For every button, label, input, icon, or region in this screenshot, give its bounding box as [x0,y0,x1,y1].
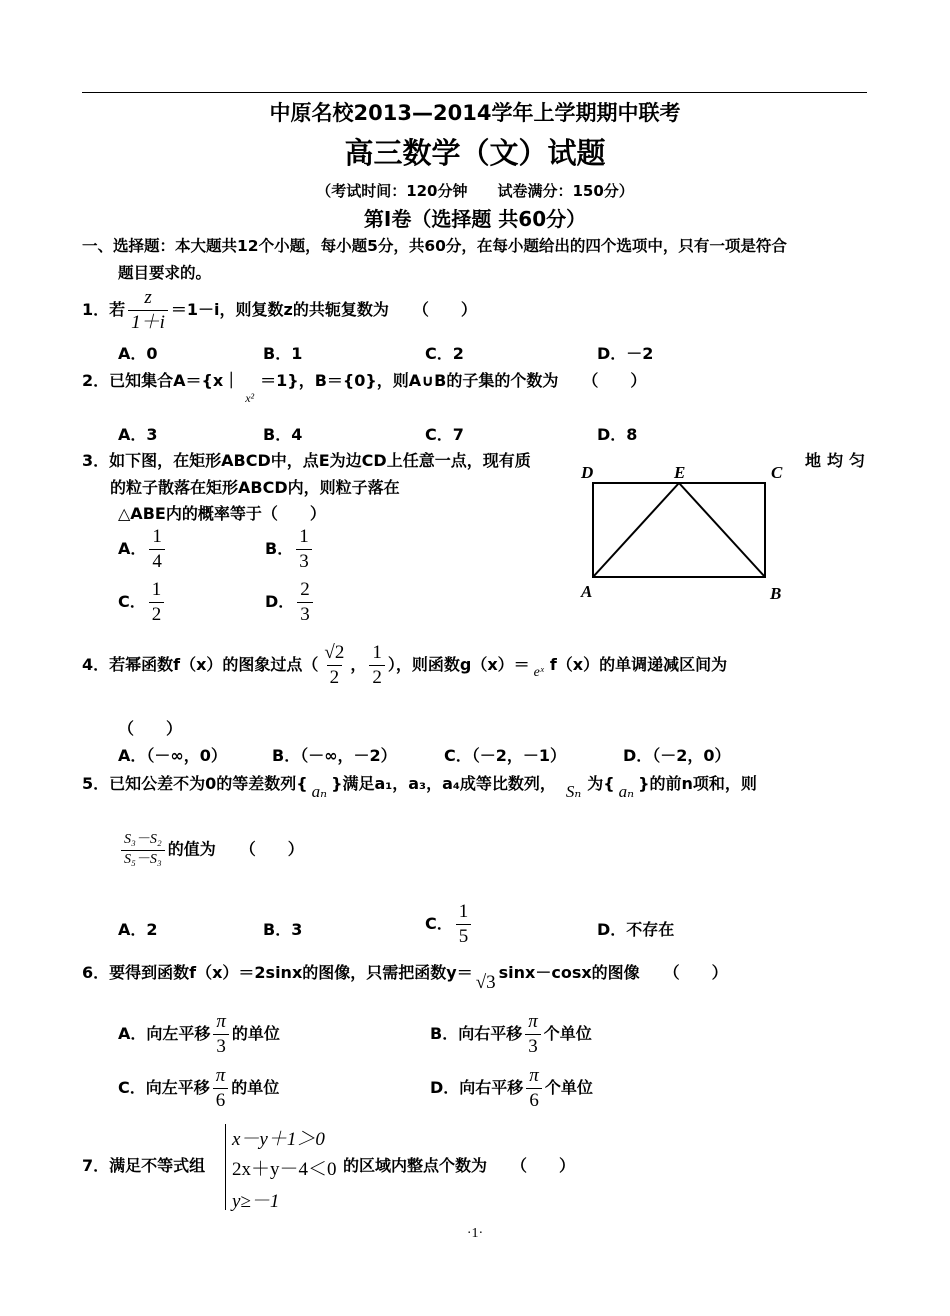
q6-b-post: 个单位 [543,1023,592,1043]
q3-option-d-fraction [297,580,313,625]
q3-option-a [118,527,168,572]
rectangle-abcd [593,483,765,577]
inequality-1: x－y＋1＞0 [232,1129,325,1150]
q6-d-pre: D．向右平移 [430,1077,524,1097]
q6-a-post: 的单位 [231,1023,280,1043]
question-5 [82,771,757,801]
rectangle-abcd-figure [570,455,800,605]
q6-c-post: 的单位 [231,1077,280,1097]
question-1-fraction [128,288,168,333]
q6-c-fraction [213,1066,229,1111]
question-6 [82,960,728,993]
q6-a-fraction [213,1012,229,1057]
question-1-post: ＝1－i，则复数z的共轭复数为 （ ） [170,299,477,319]
label-b: B [770,584,782,603]
question-1-pre: 1．若 [82,299,126,319]
q6-b-pi: π [528,1011,538,1032]
question-6-post: sinx－cosx的图像 （ ） [498,963,728,982]
q3-b-num: 1 [299,526,309,547]
q2-option-a: A．3 [118,425,158,444]
question-6-pre: 6．要得到函数f（x）＝2sinx的图像，只需把函数y＝ [82,963,473,982]
q3-d-den: 3 [297,602,313,625]
q4-p1-den: 2 [327,665,343,688]
question-2-pre: 2．已知集合A＝{x｜ [82,371,240,390]
q6-option-a [118,1012,280,1057]
q6-d-fraction [526,1066,542,1111]
q3-option-a-label: A． [118,538,147,558]
question-6-sqrt3: √3 [475,972,496,993]
q4-p1-num: √2 [324,642,345,663]
q4-p2-den: 2 [369,665,385,688]
q5-option-d: D．不存在 [597,920,675,939]
q6-b-den: 3 [525,1034,541,1057]
q3-option-d-label: D． [265,591,295,611]
question-5-sn: Sₙ [565,782,582,801]
question-5-fraction [121,833,165,867]
part-title: 第Ⅰ卷（选择题 共60分） [363,207,587,231]
q1-option-a: A．0 [118,344,158,363]
exam-info: （考试时间：120分钟 试卷满分：150分） [316,182,634,200]
segment-ae [593,483,679,577]
question-2-post: ＝1}，B＝{0}，则A∪B的子集的个数为 （ ） [260,371,647,390]
question-5-expression [118,833,304,867]
question-5-post: }的前n项和，则 [638,774,757,793]
question-4-exp: eˣ [533,664,544,680]
header-rule [82,92,867,93]
q6-c-pi: π [215,1065,226,1086]
question-2-x-squared: x² [245,391,255,405]
label-d: D [581,463,594,482]
question-7-pre: 7．满足不等式组 [82,1156,206,1175]
subject-title: 高三数学（文）试题 [344,136,606,170]
label-c: C [771,463,783,482]
q2-option-c: C．7 [425,425,464,444]
q5-frac-den: S₅－S₃ [121,850,165,868]
question-5-pre: 5．已知公差不为0的等差数列{ [82,774,308,793]
q3-c-den: 2 [149,602,165,625]
section-instruction-line1: 一、选择题：本大题共12个小题，每小题5分，共60分，在每小题给出的四个选项中，只有一项是符合 [82,237,787,255]
question-1-frac-den: 1＋i [128,310,168,333]
q6-c-den: 6 [213,1088,229,1111]
q5-c-den: 5 [456,924,472,947]
q6-option-c [118,1066,279,1111]
q5-c-num: 1 [458,901,469,922]
question-5-an: aₙ [311,782,328,801]
q3-option-c [118,580,167,625]
question-2 [82,368,647,405]
segment-eb [679,483,765,577]
q4-option-b: B．（－∞，－2） [272,746,397,765]
q6-d-post: 个单位 [544,1077,593,1097]
q6-option-d [430,1066,593,1111]
question-4-comma: ， [350,654,367,674]
q4-option-c: C．（－2，－1） [444,746,567,765]
q5-option-c-label: C． [425,913,453,933]
q3-option-c-label: C． [118,591,146,611]
q1-option-c: C．2 [425,344,464,363]
question-5-mid1: }满足a₁，a₃，a₄成等比数列， [331,774,556,793]
question-4-answer-paren: （ ） [118,719,183,738]
question-5-frac-post: 的值为 （ ） [167,839,304,859]
q6-a-den: 3 [213,1034,229,1057]
q6-a-pre: A．向左平移 [118,1023,211,1043]
q3-c-num: 1 [151,579,162,600]
question-4 [82,643,727,688]
label-e: E [674,463,686,482]
q4-option-d: D．（－2，0） [623,746,731,765]
q5-option-b: B．3 [263,920,303,939]
exam-title: 中原名校2013—2014学年上学期期中联考 [269,101,681,125]
inequality-2: 2x＋y－4＜0 [232,1159,337,1180]
q5-option-a: A．2 [118,920,158,939]
q3-a-den: 4 [149,549,165,572]
q3-option-a-fraction [149,527,165,572]
q3-option-b-fraction [296,527,312,572]
q3-b-den: 3 [296,549,312,572]
q1-option-b: B．1 [263,344,303,363]
q5-option-c-fraction [456,902,472,947]
q2-option-b: B．4 [263,425,303,444]
q2-option-d: D．8 [597,425,638,444]
q4-p2-num: 1 [372,642,382,663]
q3-d-num: 2 [300,579,310,600]
page-number: ·1· [466,1226,484,1241]
q6-a-pi: π [216,1011,226,1032]
question-4-post: f（x）的单调递减区间为 [549,654,728,674]
q4-option-a: A．（－∞，0） [118,746,227,765]
question-4-pre: 4．若幂函数f（x）的图象过点（ [82,654,319,674]
q6-d-pi: π [529,1065,539,1086]
question-3-line1-right: 地均匀 [805,451,872,470]
q6-b-pre: B．向右平移 [430,1023,523,1043]
q6-b-fraction [525,1012,541,1057]
q3-option-b-label: B． [265,538,294,558]
q5-frac-num: S₃－S₂ [124,832,162,847]
question-4-point-y [369,643,385,688]
q1-option-d: D．－2 [597,344,654,363]
q3-option-b [265,527,315,572]
q6-c-pre: C．向左平移 [118,1077,210,1097]
question-5-mid2: 为{ [587,774,615,793]
question-3-line3: △ABE内的概率等于（ ） [118,504,326,523]
system-brace [225,1124,232,1210]
q3-option-d [265,580,316,625]
q3-option-c-fraction [149,580,165,625]
question-7-post: 的区域内整点个数为 （ ） [343,1156,576,1175]
q6-d-den: 6 [526,1088,542,1111]
question-4-mid: ），则函数g（x）＝ [387,654,530,674]
section-instruction-line2: 题目要求的。 [118,264,212,282]
inequality-3: y≥－1 [232,1191,280,1212]
question-1-frac-num: z [144,287,152,308]
question-1 [82,288,477,333]
label-a: A [581,582,593,601]
question-4-point-x [321,643,347,688]
question-3-line2: 的粒子散落在矩形ABCD内，则粒子落在 [110,478,400,497]
q5-option-c [425,902,474,947]
q6-option-b [430,1012,592,1057]
q3-a-num: 1 [152,526,162,547]
question-5-an2: aₙ [618,782,635,801]
question-3-line1: 3．如下图，在矩形ABCD中，点E为边CD上任意一点，现有质 [82,451,531,470]
